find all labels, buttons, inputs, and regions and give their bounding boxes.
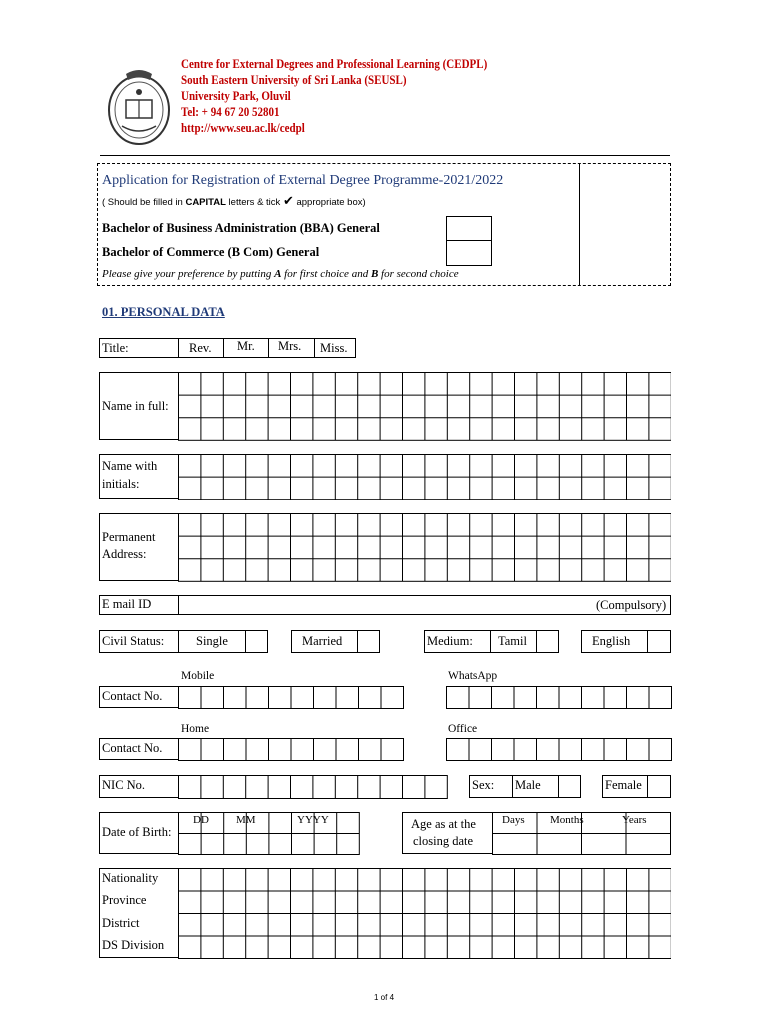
- header-divider: [100, 155, 670, 156]
- application-title: Application for Registration of External Degree Programme-2021/2022: [102, 173, 504, 188]
- dob-label: Date of Birth:: [102, 825, 172, 839]
- female-label: Female: [605, 778, 642, 792]
- nic-grid[interactable]: [178, 775, 448, 799]
- married-label: Married: [302, 634, 343, 648]
- programme-bba-box[interactable]: [446, 216, 492, 241]
- age-years: Years: [622, 814, 647, 826]
- sex-label: Sex:: [472, 778, 495, 792]
- dob-dd: DD: [193, 814, 209, 826]
- application-note: ( Should be filled in CAPITAL letters & tick ✔ appropriate box): [102, 193, 366, 208]
- dob-yyyy: YYYY: [297, 814, 329, 826]
- dob-mm: MM: [236, 814, 256, 826]
- nic-label: NIC No.: [102, 778, 146, 792]
- ds-division-label: DS Division: [102, 938, 165, 952]
- address-label-2: Address:: [102, 547, 147, 561]
- name-initials-label-2: initials:: [102, 477, 140, 491]
- address-label-1: Permanent: [102, 530, 156, 544]
- photo-box-divider: [579, 163, 580, 286]
- district-label: District: [102, 916, 140, 930]
- mobile-grid[interactable]: [178, 686, 405, 709]
- check-icon: ✔: [282, 193, 294, 208]
- section-title: 01. PERSONAL DATA: [102, 305, 225, 319]
- single-label: Single: [196, 634, 228, 648]
- whatsapp-grid[interactable]: [446, 686, 672, 709]
- english-checkbox[interactable]: [647, 630, 671, 653]
- programme-bcom: Bachelor of Commerce (B Com) General: [102, 245, 320, 259]
- email-label: E mail ID: [102, 597, 152, 611]
- province-label: Province: [102, 893, 147, 907]
- name-initials-grid[interactable]: [178, 454, 671, 500]
- male-checkbox[interactable]: [558, 775, 581, 798]
- tamil-checkbox[interactable]: [536, 630, 559, 653]
- nationality-label: Nationality: [102, 871, 159, 885]
- header-tel: Tel: + 94 67 20 52801: [181, 105, 280, 119]
- female-checkbox[interactable]: [647, 775, 671, 798]
- age-label-2: closing date: [413, 834, 474, 848]
- whatsapp-label: WhatsApp: [448, 670, 498, 682]
- tamil-label: Tamil: [498, 634, 527, 648]
- header-centre: Centre for External Degrees and Professional Learning (CEDPL): [181, 57, 488, 71]
- married-checkbox[interactable]: [357, 630, 380, 653]
- single-checkbox[interactable]: [245, 630, 268, 653]
- programme-bba: Bachelor of Business Administration (BBA) General: [102, 221, 380, 235]
- page-number: 1 of 4: [374, 993, 395, 1002]
- title-miss-label: Miss.: [320, 341, 348, 355]
- preference-note: Please give your preference by putting A for first choice and B for second choice: [102, 268, 459, 280]
- address-grid[interactable]: [178, 513, 671, 582]
- name-full-grid[interactable]: [178, 372, 671, 441]
- contact2-label: Contact No.: [102, 741, 163, 755]
- programme-bcom-box[interactable]: [446, 240, 492, 266]
- nationality-grid[interactable]: [178, 868, 671, 959]
- header-website[interactable]: http://www.seu.ac.lk/cedpl: [181, 121, 305, 135]
- medium-label: Medium:: [427, 634, 473, 648]
- title-rev-label: Rev.: [189, 341, 212, 355]
- office-grid[interactable]: [446, 738, 672, 761]
- home-grid[interactable]: [178, 738, 405, 761]
- header-address: University Park, Oluvil: [181, 89, 291, 103]
- contact1-label: Contact No.: [102, 689, 163, 703]
- home-label: Home: [181, 723, 210, 735]
- header-university: South Eastern University of Sri Lanka (SEUSL): [181, 73, 407, 87]
- name-initials-label-1: Name with: [102, 459, 158, 473]
- english-label: English: [592, 634, 631, 648]
- office-label: Office: [448, 723, 478, 735]
- title-mr-label: Mr.: [237, 339, 255, 353]
- name-full-label: Name in full:: [102, 399, 169, 413]
- civil-status-label: Civil Status:: [102, 634, 165, 648]
- age-days: Days: [502, 814, 525, 826]
- university-logo: [104, 66, 174, 150]
- title-mrs-label: Mrs.: [278, 339, 302, 353]
- age-label-1: Age as at the: [411, 817, 476, 831]
- male-label: Male: [515, 778, 541, 792]
- mobile-label: Mobile: [181, 670, 215, 682]
- title-label: Title:: [102, 341, 129, 355]
- age-months: Months: [550, 814, 584, 826]
- email-compulsory: (Compulsory): [596, 598, 667, 612]
